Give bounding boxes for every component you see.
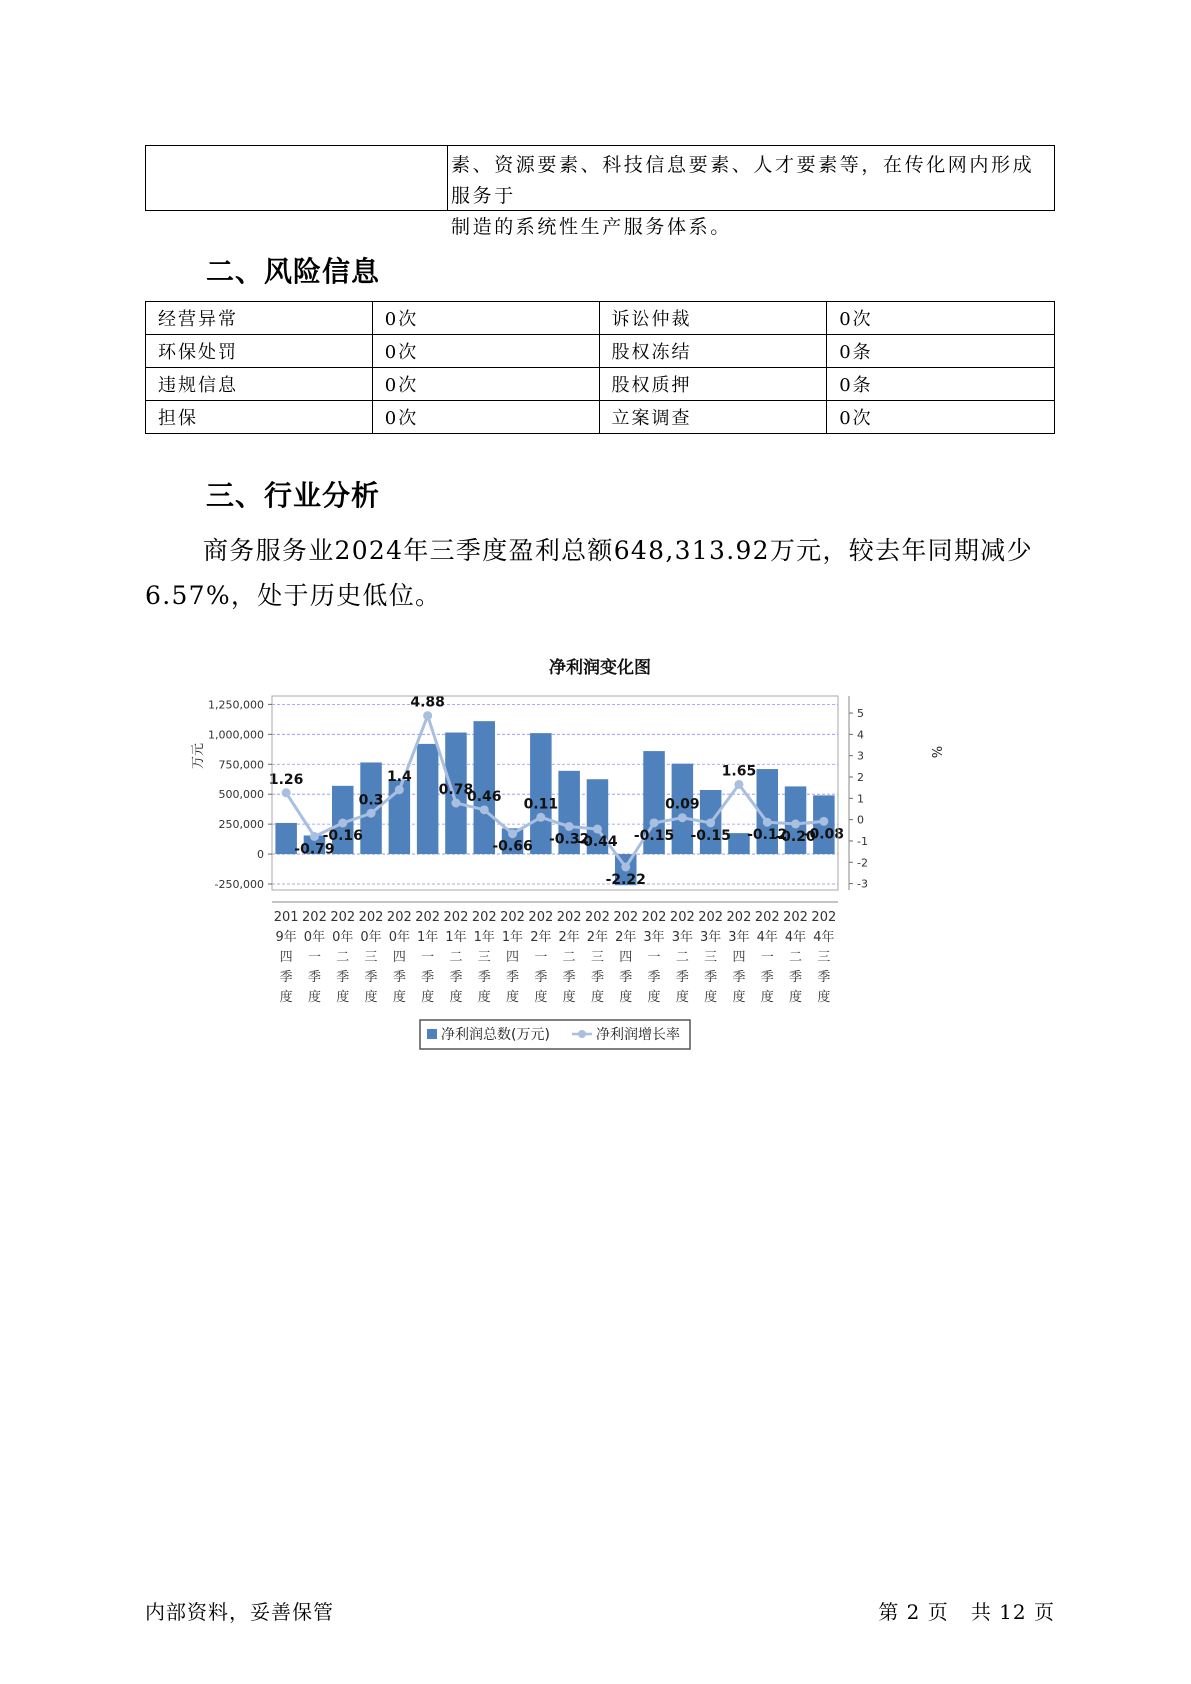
x-tick-label: 一 bbox=[760, 950, 774, 965]
x-tick-label: 四 bbox=[506, 950, 520, 965]
x-tick-label: 3年 bbox=[700, 930, 722, 945]
x-tick-label: 度 bbox=[675, 990, 689, 1005]
x-tick-label: 三 bbox=[590, 950, 604, 965]
continuation-table bbox=[145, 145, 1055, 238]
growth-point bbox=[819, 817, 828, 826]
x-tick-label: 度 bbox=[477, 990, 491, 1005]
industry-section-title: 三、行业分析 bbox=[206, 479, 381, 512]
y-tick-label: 750,000 bbox=[218, 758, 264, 772]
growth-point bbox=[310, 832, 319, 841]
left-axis-ticks bbox=[208, 698, 272, 891]
x-tick-label: 三 bbox=[477, 950, 491, 965]
x-tick-label: 二 bbox=[675, 950, 689, 965]
chart-gridlines bbox=[272, 704, 838, 884]
x-tick-label: 度 bbox=[817, 990, 831, 1005]
growth-data-label: -0.66 bbox=[492, 838, 533, 855]
growth-point bbox=[423, 711, 432, 720]
growth-point bbox=[536, 813, 545, 822]
x-tick-label: 度 bbox=[647, 990, 661, 1005]
growth-data-label: -2.22 bbox=[605, 871, 646, 888]
x-tick-label: 2年 bbox=[530, 930, 552, 945]
growth-point bbox=[593, 825, 602, 834]
x-tick-label: 4年 bbox=[784, 930, 807, 945]
category-axis-ticks bbox=[274, 910, 837, 1005]
x-tick-label: 季 bbox=[307, 970, 321, 985]
risk-label: 经营异常 bbox=[146, 302, 373, 335]
x-tick-label: 季 bbox=[760, 970, 774, 985]
x-tick-label: 度 bbox=[704, 990, 718, 1005]
risk-value: 0次 bbox=[372, 368, 599, 401]
growth-data-label: 0.09 bbox=[665, 796, 700, 813]
x-tick-label: 二 bbox=[449, 950, 463, 965]
risk-label: 担保 bbox=[146, 401, 373, 434]
x-tick-label: 202 bbox=[358, 910, 384, 925]
industry-paragraph-line-1: 商务服务业2024年三季度盈利总额648,313.92万元，较去年同期减少 bbox=[203, 536, 1033, 565]
x-tick-label: 202 bbox=[726, 910, 752, 925]
x-tick-label: 一 bbox=[534, 950, 548, 965]
x-tick-label: 1年 bbox=[473, 930, 495, 945]
left-axis-label: 万元 bbox=[191, 742, 206, 770]
x-tick-label: 季 bbox=[534, 970, 548, 985]
x-tick-label: 四 bbox=[619, 950, 633, 965]
x-tick-label: 季 bbox=[449, 970, 463, 985]
y-tick-label: 1,250,000 bbox=[208, 698, 264, 712]
growth-point bbox=[451, 799, 460, 808]
x-tick-label: 季 bbox=[789, 970, 803, 985]
growth-point bbox=[706, 818, 715, 827]
x-tick-label: 三 bbox=[364, 950, 378, 965]
x-tick-label: 度 bbox=[449, 990, 463, 1005]
x-tick-label: 4年 bbox=[756, 930, 778, 945]
risk-label: 股权冻结 bbox=[599, 335, 827, 368]
x-tick-label: 202 bbox=[641, 910, 667, 925]
x-tick-label: 1年 bbox=[417, 930, 439, 945]
x-tick-label: 季 bbox=[392, 970, 406, 985]
growth-data-label: 4.88 bbox=[410, 694, 445, 711]
x-tick-label: 季 bbox=[732, 970, 746, 985]
chart-bar bbox=[417, 744, 439, 854]
x-tick-label: 202 bbox=[471, 910, 497, 925]
x-tick-label: 度 bbox=[590, 990, 604, 1005]
x-tick-label: 一 bbox=[647, 950, 661, 965]
y-tick-label: 1,000,000 bbox=[208, 728, 264, 742]
plot-area-border bbox=[272, 696, 838, 890]
x-tick-label: 季 bbox=[817, 970, 831, 985]
x-tick-label: 202 bbox=[556, 910, 582, 925]
growth-point bbox=[678, 813, 687, 822]
x-tick-label: 202 bbox=[528, 910, 554, 925]
y2-tick-label: 5 bbox=[857, 707, 864, 721]
x-tick-label: 四 bbox=[392, 950, 406, 965]
y2-tick-label: -2 bbox=[857, 856, 868, 870]
x-tick-label: 2年 bbox=[558, 930, 580, 945]
chart-canvas bbox=[180, 650, 980, 1100]
x-tick-label: 9年 bbox=[275, 930, 297, 945]
y2-tick-label: 2 bbox=[857, 771, 864, 785]
growth-data-label: -0.44 bbox=[577, 834, 618, 851]
x-tick-label: 201 bbox=[273, 910, 299, 925]
x-tick-label: 度 bbox=[534, 990, 548, 1005]
x-tick-label: 3年 bbox=[671, 930, 693, 945]
growth-point bbox=[338, 819, 347, 828]
x-tick-label: 度 bbox=[336, 990, 350, 1005]
x-tick-label: 二 bbox=[562, 950, 576, 965]
footer-page-number: 第 2 页 共 12 页 bbox=[878, 1600, 1055, 1624]
x-tick-label: 202 bbox=[302, 910, 327, 925]
x-tick-label: 202 bbox=[330, 910, 356, 925]
footer-confidential: 内部资料，妥善保管 bbox=[145, 1600, 334, 1624]
x-tick-label: 一 bbox=[421, 950, 435, 965]
x-tick-label: 202 bbox=[585, 910, 610, 925]
right-axis-label: % bbox=[928, 745, 943, 759]
x-tick-label: 202 bbox=[386, 910, 412, 925]
risk-value: 0次 bbox=[372, 335, 599, 368]
x-tick-label: 202 bbox=[783, 910, 808, 925]
x-tick-label: 度 bbox=[307, 990, 321, 1005]
legend-bar-swatch bbox=[427, 1029, 437, 1039]
x-tick-label: 0年 bbox=[360, 930, 382, 945]
x-tick-label: 度 bbox=[732, 990, 746, 1005]
growth-data-label: 1.65 bbox=[721, 763, 757, 780]
x-tick-label: 三 bbox=[817, 950, 831, 965]
table-row bbox=[146, 368, 1055, 401]
growth-data-label: 1.26 bbox=[268, 771, 304, 788]
growth-data-label: -0.79 bbox=[294, 841, 335, 858]
risk-label: 违规信息 bbox=[146, 368, 373, 401]
x-tick-label: 季 bbox=[421, 970, 435, 985]
growth-data-label: 1.4 bbox=[386, 768, 412, 785]
y2-tick-label: 4 bbox=[857, 728, 864, 742]
x-tick-label: 度 bbox=[364, 990, 378, 1005]
x-tick-label: 202 bbox=[500, 910, 525, 925]
x-tick-label: 四 bbox=[279, 950, 293, 965]
x-tick-label: 3年 bbox=[728, 930, 750, 945]
risk-label: 诉讼仲裁 bbox=[599, 302, 827, 335]
growth-point bbox=[480, 805, 489, 814]
growth-data-label: 0.3 bbox=[358, 792, 384, 809]
x-tick-label: 季 bbox=[477, 970, 491, 985]
risk-label: 立案调查 bbox=[599, 401, 827, 434]
x-tick-label: 0年 bbox=[303, 930, 326, 945]
x-tick-label: 度 bbox=[760, 990, 774, 1005]
y2-tick-label: -3 bbox=[857, 877, 868, 891]
x-tick-label: 2年 bbox=[586, 930, 609, 945]
risk-table bbox=[145, 301, 1055, 434]
table-row bbox=[146, 302, 1055, 335]
continuation-empty-cell bbox=[146, 146, 448, 210]
growth-data-label: -0.08 bbox=[803, 826, 845, 843]
net-profit-chart bbox=[180, 650, 980, 1100]
growth-point bbox=[791, 819, 800, 828]
risk-label: 环保处罚 bbox=[146, 335, 373, 368]
right-axis-ticks bbox=[849, 707, 868, 891]
x-tick-label: 二 bbox=[336, 950, 350, 965]
x-tick-label: 季 bbox=[647, 970, 661, 985]
x-tick-label: 202 bbox=[415, 910, 441, 925]
y2-tick-label: 3 bbox=[857, 749, 864, 763]
risk-value: 0次 bbox=[827, 302, 1055, 335]
y2-tick-label: -1 bbox=[857, 834, 868, 848]
x-tick-label: 季 bbox=[336, 970, 350, 985]
x-tick-label: 度 bbox=[619, 990, 633, 1005]
legend-line-marker bbox=[578, 1030, 586, 1038]
risk-value: 0次 bbox=[827, 401, 1055, 434]
y-tick-label: 0 bbox=[257, 848, 264, 862]
risk-value: 0次 bbox=[372, 401, 599, 434]
x-tick-label: 二 bbox=[789, 950, 803, 965]
growth-point bbox=[763, 818, 772, 827]
x-tick-label: 2年 bbox=[615, 930, 637, 945]
growth-data-label: -0.32 bbox=[548, 831, 590, 848]
risk-label: 股权质押 bbox=[599, 368, 827, 401]
continuation-line-1: 素、资源要素、科技信息要素、人才要素等，在传化网内形成服务于 bbox=[451, 154, 1035, 207]
chart-bar bbox=[473, 721, 495, 854]
x-tick-label: 1年 bbox=[445, 930, 467, 945]
x-tick-label: 202 bbox=[811, 910, 837, 925]
growth-data-label: -0.15 bbox=[633, 827, 675, 844]
x-tick-label: 三 bbox=[704, 950, 718, 965]
x-tick-label: 202 bbox=[613, 910, 639, 925]
growth-point bbox=[565, 822, 574, 831]
risk-section-title: 二、风险信息 bbox=[206, 255, 381, 288]
x-tick-label: 季 bbox=[506, 970, 520, 985]
x-tick-label: 度 bbox=[789, 990, 803, 1005]
x-tick-label: 度 bbox=[506, 990, 520, 1005]
x-tick-label: 度 bbox=[421, 990, 435, 1005]
x-tick-label: 202 bbox=[698, 910, 724, 925]
chart-legend bbox=[420, 1020, 690, 1049]
x-tick-label: 0年 bbox=[388, 930, 410, 945]
growth-point bbox=[282, 788, 291, 797]
growth-data-label: -0.12 bbox=[747, 827, 788, 844]
legend-bar-label: 净利润总数(万元) bbox=[441, 1027, 550, 1043]
growth-data-label: 0.11 bbox=[523, 796, 559, 813]
growth-point bbox=[508, 829, 517, 838]
x-tick-label: 202 bbox=[443, 910, 469, 925]
growth-point bbox=[650, 818, 659, 827]
growth-data-label: -0.16 bbox=[322, 828, 363, 845]
x-tick-label: 季 bbox=[619, 970, 633, 985]
continuation-line-2: 制造的系统性生产服务体系。 bbox=[451, 216, 732, 238]
y-tick-label: 500,000 bbox=[218, 788, 264, 802]
growth-point bbox=[621, 862, 630, 871]
growth-data-label: 0.46 bbox=[466, 788, 502, 805]
growth-data-label: -0.20 bbox=[775, 828, 816, 845]
x-tick-label: 季 bbox=[704, 970, 718, 985]
x-tick-label: 度 bbox=[392, 990, 406, 1005]
x-tick-label: 季 bbox=[590, 970, 604, 985]
y2-tick-label: 1 bbox=[857, 792, 864, 806]
legend-line-label: 净利润增长率 bbox=[596, 1027, 680, 1043]
table-row bbox=[146, 335, 1055, 368]
x-tick-label: 季 bbox=[364, 970, 378, 985]
growth-point bbox=[367, 809, 376, 818]
x-tick-label: 4年 bbox=[813, 930, 835, 945]
risk-value: 0条 bbox=[827, 368, 1055, 401]
x-tick-label: 季 bbox=[675, 970, 689, 985]
chart-title: 净利润变化图 bbox=[549, 658, 651, 678]
table-row bbox=[146, 401, 1055, 434]
x-tick-label: 一 bbox=[307, 950, 321, 965]
x-tick-label: 1年 bbox=[501, 930, 524, 945]
x-tick-label: 季 bbox=[562, 970, 576, 985]
growth-point bbox=[395, 785, 404, 794]
growth-point bbox=[734, 780, 743, 789]
x-tick-label: 度 bbox=[562, 990, 576, 1005]
y-tick-label: 250,000 bbox=[218, 818, 264, 832]
x-tick-label: 202 bbox=[754, 910, 780, 925]
x-tick-label: 0年 bbox=[332, 930, 354, 945]
x-tick-label: 度 bbox=[279, 990, 293, 1005]
growth-data-label: -0.15 bbox=[690, 827, 731, 844]
risk-value: 0次 bbox=[372, 302, 599, 335]
x-tick-label: 3年 bbox=[643, 930, 665, 945]
x-tick-label: 202 bbox=[669, 910, 695, 925]
y2-tick-label: 0 bbox=[857, 813, 864, 827]
y-tick-label: -250,000 bbox=[214, 878, 264, 892]
industry-paragraph-line-2: 6.57%，处于历史低位。 bbox=[145, 581, 442, 610]
x-tick-label: 四 bbox=[732, 950, 746, 965]
x-tick-label: 季 bbox=[279, 970, 293, 985]
continuation-text-cell bbox=[448, 146, 1054, 238]
growth-data-label: 0.78 bbox=[438, 782, 474, 799]
risk-value: 0条 bbox=[827, 335, 1055, 368]
